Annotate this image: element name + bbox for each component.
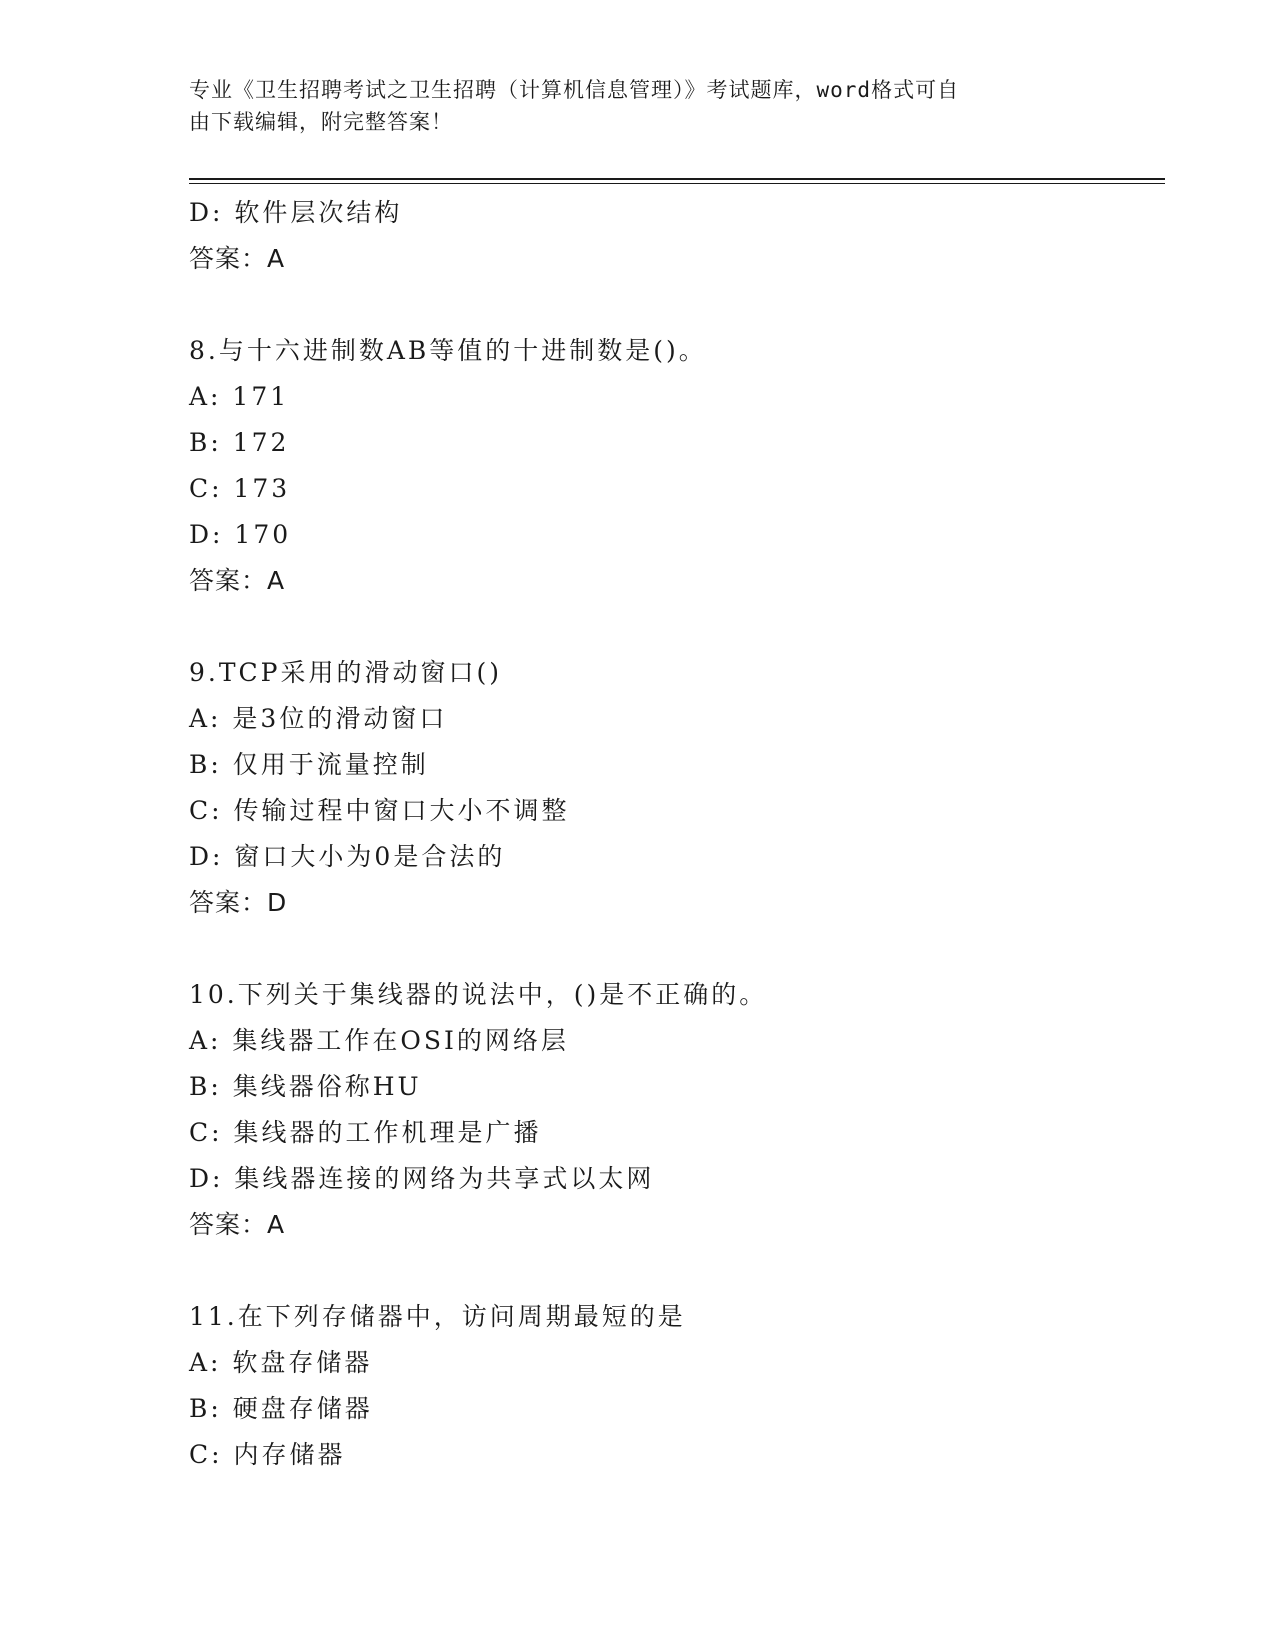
question-stem: 9.TCP采用的滑动窗口() [189, 658, 502, 687]
header-line-1: 专业《卫生招聘考试之卫生招聘（计算机信息管理）》考试题库，word格式可自 [189, 78, 960, 102]
question-stem: 10.下列关于集线器的说法中，()是不正确的。 [189, 980, 768, 1009]
option-b: B: 仅用于流量控制 [189, 750, 429, 779]
option-d: D: 窗口大小为0是合法的 [189, 842, 506, 871]
answer-line: 答案：D [189, 888, 288, 917]
block-spacer [189, 1248, 1165, 1294]
question-block-8 [189, 328, 1165, 604]
option-c: C: 内存储器 [189, 1440, 346, 1469]
answer-line: 答案：A [189, 1210, 286, 1239]
question-stem: 8.与十六进制数AB等值的十进制数是()。 [189, 336, 707, 365]
option-a: A: 171 [189, 382, 290, 411]
question-block-10 [189, 972, 1165, 1248]
question-stem: 11.在下列存储器中，访问周期最短的是 [189, 1302, 686, 1331]
option-a: A: 软盘存储器 [189, 1348, 373, 1377]
option-b: B: 集线器俗称HU [189, 1072, 422, 1101]
option-b: B: 172 [189, 428, 290, 457]
question-block-11 [189, 1294, 1165, 1478]
block-spacer [189, 926, 1165, 972]
option-a: A: 是3位的滑动窗口 [189, 704, 448, 733]
block-spacer [189, 604, 1165, 650]
option-a: A: 集线器工作在OSI的网络层 [189, 1026, 569, 1055]
option-c: C: 173 [189, 474, 291, 503]
option-d: D: 集线器连接的网络为共享式以太网 [189, 1164, 655, 1193]
question-block-7-tail [189, 190, 1165, 282]
question-list [189, 190, 1165, 1478]
answer-line: 答案：A [189, 244, 286, 273]
block-spacer [189, 282, 1165, 328]
answer-line: 答案：A [189, 566, 286, 595]
header-divider-thick [189, 178, 1165, 180]
option-d: D: 170 [189, 520, 292, 549]
header-divider-thin [189, 183, 1165, 184]
option-c: C: 传输过程中窗口大小不调整 [189, 796, 570, 825]
question-block-9 [189, 650, 1165, 926]
option-d: D: 软件层次结构 [189, 198, 403, 227]
option-c: C: 集线器的工作机理是广播 [189, 1118, 542, 1147]
document-header [189, 74, 1089, 138]
header-line-2: 由下载编辑，附完整答案！ [189, 110, 453, 134]
option-b: B: 硬盘存储器 [189, 1394, 373, 1423]
